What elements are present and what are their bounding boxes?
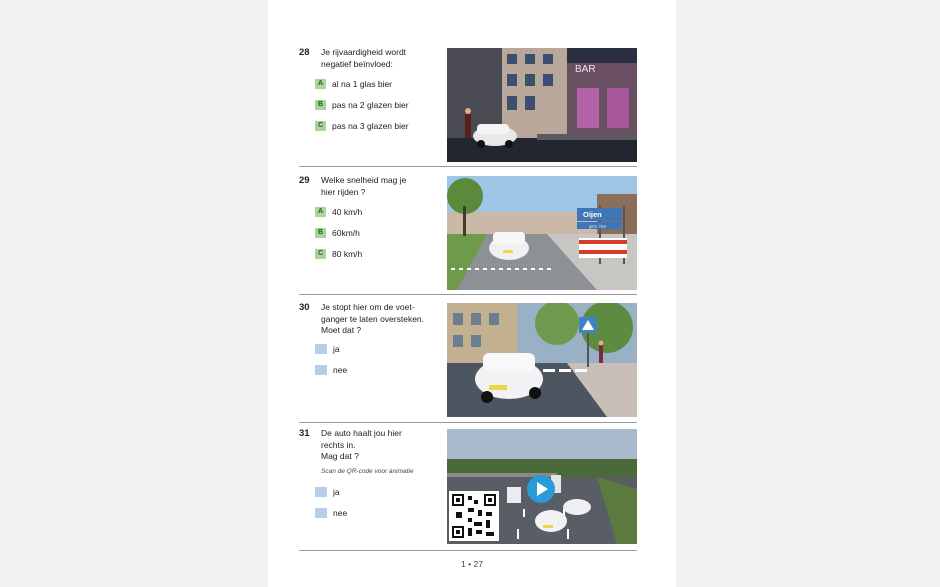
qr-note: Scan de QR-code voor animatie (321, 468, 414, 475)
answer-checkbox[interactable] (315, 344, 327, 354)
page-number: 1 • 27 (461, 559, 483, 569)
option-ja[interactable] (315, 486, 340, 497)
divider (299, 422, 637, 423)
question-number: 30 (299, 302, 310, 313)
question-29 (299, 175, 637, 290)
question-text: Je stopt hier om de voet- ganger te laten oversteken. Moet dat ? (321, 302, 425, 335)
village-road-photo (447, 176, 637, 290)
answer-checkbox[interactable] (315, 487, 327, 497)
option-c[interactable] (315, 120, 409, 131)
question-30 (299, 302, 637, 417)
option-label: 80 km/h (332, 248, 363, 259)
bar-street-photo (447, 48, 637, 162)
option-nee[interactable] (315, 364, 347, 375)
option-ja[interactable] (315, 343, 340, 354)
question-number: 29 (299, 175, 310, 186)
option-label: al na 1 glas bier (332, 78, 393, 89)
option-label: pas na 2 glazen bier (332, 99, 409, 110)
town-sign-subtext: gem. Oss (589, 223, 607, 229)
option-b[interactable] (315, 99, 409, 110)
option-letter: A (315, 79, 326, 89)
answer-checkbox[interactable] (315, 365, 327, 375)
bar-sign-text: BAR (575, 64, 596, 75)
option-nee[interactable] (315, 507, 347, 518)
divider (299, 550, 637, 551)
option-label: nee (333, 507, 348, 518)
option-label: nee (333, 364, 348, 375)
option-a[interactable] (315, 206, 362, 217)
highway-photo (447, 429, 637, 544)
answer-checkbox[interactable] (315, 508, 327, 518)
option-label: 60km/h (332, 227, 360, 238)
crosswalk-photo (447, 303, 637, 417)
option-label: ja (333, 486, 340, 497)
option-b[interactable] (315, 227, 360, 238)
option-letter: A (315, 207, 326, 217)
question-text: Welke snelheid mag je hier rijden ? (321, 175, 407, 197)
option-c[interactable] (315, 248, 362, 259)
option-letter: B (315, 100, 326, 110)
option-label: 40 km/h (332, 206, 363, 217)
option-letter: C (315, 121, 326, 131)
question-number: 31 (299, 428, 310, 439)
question-28 (299, 47, 637, 162)
question-text: Je rijvaardigheid wordt negatief beïnvloed: (321, 47, 407, 69)
question-text: De auto haalt jou hier rechts in. Mag dat ? (321, 428, 402, 461)
divider (299, 294, 637, 295)
exam-page (268, 0, 676, 587)
option-letter: B (315, 228, 326, 238)
divider (299, 166, 637, 167)
question-31 (299, 428, 637, 545)
town-sign-text: Oijen (583, 210, 602, 219)
option-letter: C (315, 249, 326, 259)
option-label: pas na 3 glazen bier (332, 120, 409, 131)
option-a[interactable] (315, 78, 392, 89)
question-number: 28 (299, 47, 310, 58)
option-label: ja (333, 343, 340, 354)
